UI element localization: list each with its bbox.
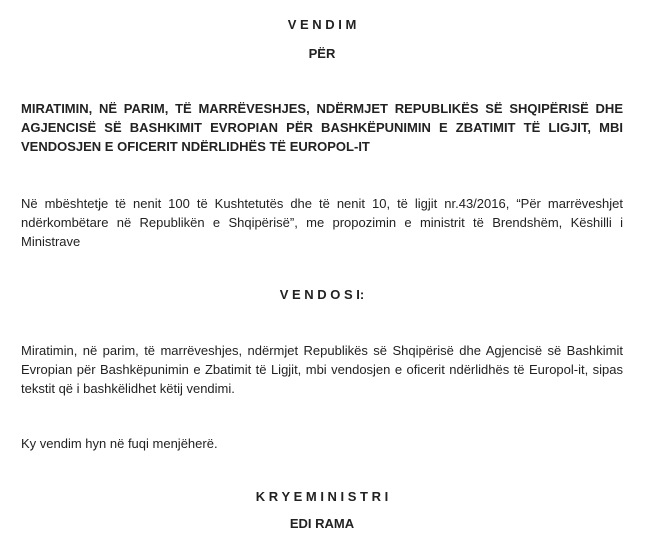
- preamble-paragraph: Në mbështetje të nenit 100 të Kushtetutës dhe të nenit 10, të ligjit nr.43/2016, “Për marrëveshjet ndërkombëtare në Republikën e Shqipërisë”, me propozimin e ministrit të Brendshëm, Këshilli i Ministrave: [21, 196, 623, 249]
- entry-into-force-paragraph: Ky vendim hyn në fuqi menjëherë.: [21, 436, 218, 451]
- signatory-name: EDI RAMA: [289, 516, 355, 531]
- decision-paragraph: Miratimin, në parim, të marrëveshjes, ndërmjet Republikës së Shqipërisë dhe Agjencisë së Bashkimit Evropian për Bashkëpunimin e Zbatimit të Ligjit, mbi vendosjen e oficerit ndërlidhës të Europol-it, sipas tekstit që i bashkëlidhet këtij vendimi.: [21, 343, 623, 396]
- document-heading: V E N D I M: [287, 17, 357, 32]
- document-subheading: PËR: [308, 46, 336, 61]
- decision-title: MIRATIMIN, NË PARIM, TË MARRËVESHJES, NDËRMJET REPUBLIKËS SË SHQIPËRISË DHE AGJENCISË SË BASHKIMIT EVROPIAN PËR BASHKËPUNIMIN E ZBATIMIT TË LIGJIT, MBI VENDOSJEN E OFICERIT NDËRLIDHËS TË EUROPOL-IT: [21, 101, 623, 154]
- signatory-title: K R Y E M I N I S T R I: [255, 489, 389, 504]
- decides-heading: V E N D O S I:: [279, 287, 365, 302]
